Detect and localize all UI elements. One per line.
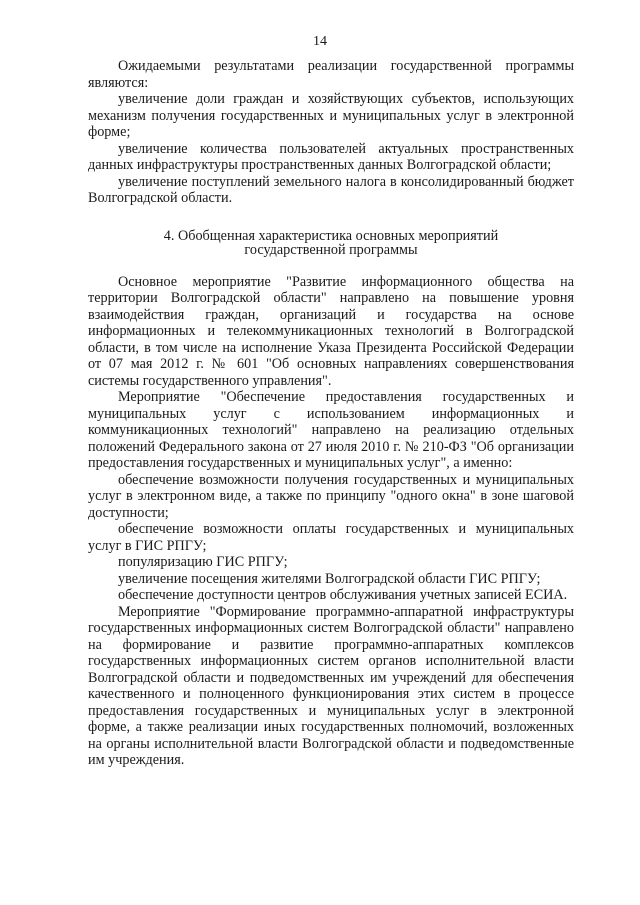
paragraph: обеспечение доступности центров обслуживания учетных записей ЕСИА. — [118, 587, 568, 603]
paragraph: Основное мероприятие "Развитие информационного общества на территории Волгоградской области" направлено на повышение уровня взаимодействия граждан, организаций и государства на основе информационных и телекоммуникационных технологий в Волгоградской области, в том числе на исполнение Указа Президента Российской Федерации от 07 мая 2012 г. № 601 "Об основных направлениях совершенствования системы государственного управления". — [88, 273, 574, 389]
paragraph: Ожидаемыми результатами реализации государственной программы являются: — [88, 58, 574, 91]
page-number: 14 — [313, 34, 327, 49]
paragraph: увеличение поступлений земельного налога в консолидированный бюджет Волгоградской области. — [88, 173, 574, 206]
section-title-line-2: государственной программы — [244, 241, 418, 258]
document-body — [88, 58, 574, 769]
paragraph: обеспечение возможности получения государственных и муниципальных услуг в электронном виде, а также по принципу "одного окна" в зоне шаговой доступности; — [88, 471, 574, 521]
paragraph: популяризацию ГИС РПГУ; — [118, 554, 288, 570]
section-title — [88, 229, 574, 257]
section-title-line-1: 4. Обобщенная характеристика основных мероприятий — [163, 227, 499, 244]
paragraph: Мероприятие "Обеспечение предоставления государственных и муниципальных услуг с использованием информационных и коммуникационных технологий" направлено на реализацию отдельных положений Федерального закона от 27 июля 2010 г. № 210-ФЗ "Об организации предоставления государственных и муниципальных услуг", а именно: — [88, 389, 574, 471]
paragraph: Мероприятие "Формирование программно-аппаратной инфраструктуры государственных информационных систем Волгоградской области" направлено на формирование и развитие программно-аппаратных комплексов государственных информационных систем органов исполнительной власти Волгоградской области и подведомственных им учреждений для обеспечения качественного и полноценного функционирования этих систем в процессе предоставления государственных и муниципальных услуг в электронной форме, а также реализации иных государственных полномочий, возложенных на органы исполнительной власти Волгоградской области и подведомственные им учреждения. — [88, 603, 574, 768]
paragraph: увеличение посещения жителями Волгоградской области ГИС РПГУ; — [118, 570, 541, 587]
paragraph: увеличение доли граждан и хозяйствующих субъектов, использующих механизм получения государственных и муниципальных услуг в электронной форме; — [88, 91, 574, 140]
paragraph: обеспечение возможности оплаты государственных и муниципальных услуг в ГИС РПГУ; — [88, 521, 574, 554]
paragraph: увеличение количества пользователей актуальных пространственных данных инфраструктуры пространственных данных Волгоградской области; — [88, 140, 574, 173]
